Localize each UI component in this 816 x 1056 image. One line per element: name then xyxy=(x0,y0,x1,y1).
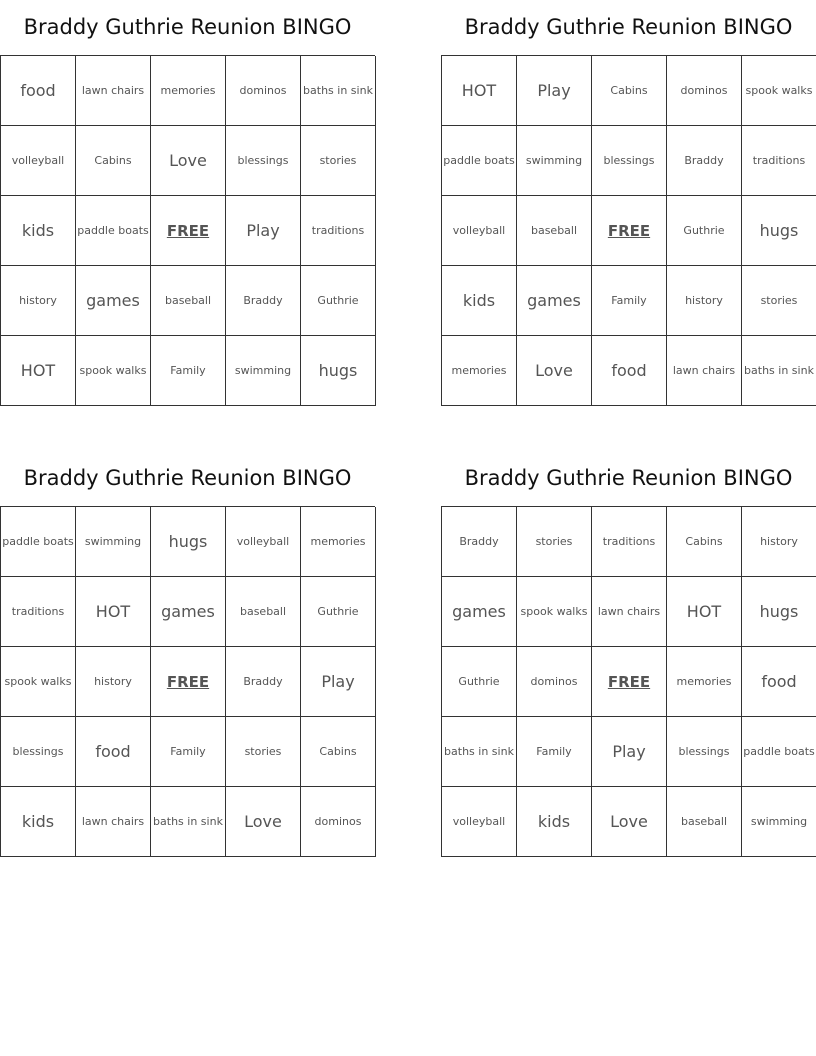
bingo-cell: swimming xyxy=(76,507,151,577)
bingo-cell: dominos xyxy=(517,647,592,717)
bingo-cell: traditions xyxy=(592,507,667,577)
bingo-cell: blessings xyxy=(1,717,76,787)
bingo-cell: baths in sink xyxy=(301,56,376,126)
bingo-cell: Love xyxy=(151,126,226,196)
bingo-cell: dominos xyxy=(301,787,376,857)
bingo-card-1 xyxy=(0,0,375,406)
bingo-cell: Play xyxy=(517,56,592,126)
bingo-cell: HOT xyxy=(1,336,76,406)
bingo-cell: baths in sink xyxy=(442,717,517,787)
bingo-cell: spook walks xyxy=(742,56,816,126)
bingo-cell: FREE xyxy=(592,196,667,266)
bingo-cell: baseball xyxy=(151,266,226,336)
bingo-cell: memories xyxy=(151,56,226,126)
bingo-cell: FREE xyxy=(151,647,226,717)
bingo-cell: food xyxy=(742,647,816,717)
bingo-cell: hugs xyxy=(151,507,226,577)
bingo-cell: stories xyxy=(226,717,301,787)
bingo-cell: Cabins xyxy=(667,507,742,577)
bingo-cell: Cabins xyxy=(301,717,376,787)
bingo-cell: dominos xyxy=(667,56,742,126)
bingo-cell: kids xyxy=(1,787,76,857)
bingo-cell: traditions xyxy=(742,126,816,196)
bingo-cell: stories xyxy=(517,507,592,577)
bingo-card-2 xyxy=(441,0,816,406)
bingo-cell: memories xyxy=(667,647,742,717)
card-title: Braddy Guthrie Reunion BINGO xyxy=(464,466,793,490)
bingo-cell: swimming xyxy=(742,787,816,857)
bingo-cell: lawn chairs xyxy=(76,56,151,126)
bingo-cell: Braddy xyxy=(667,126,742,196)
bingo-grid xyxy=(441,55,816,406)
bingo-cell: hugs xyxy=(742,577,816,647)
bingo-cell: baseball xyxy=(226,577,301,647)
bingo-cell: paddle boats xyxy=(442,126,517,196)
bingo-cell: memories xyxy=(442,336,517,406)
bingo-cell: Family xyxy=(151,717,226,787)
bingo-grid xyxy=(0,506,375,857)
bingo-cell: Guthrie xyxy=(442,647,517,717)
bingo-cell: paddle boats xyxy=(76,196,151,266)
bingo-cell: blessings xyxy=(592,126,667,196)
bingo-cell: Family xyxy=(592,266,667,336)
bingo-cell: Braddy xyxy=(442,507,517,577)
bingo-cell: Guthrie xyxy=(667,196,742,266)
card-title: Braddy Guthrie Reunion BINGO xyxy=(23,15,352,39)
bingo-grid xyxy=(441,506,816,857)
bingo-cell: baseball xyxy=(667,787,742,857)
bingo-cell: kids xyxy=(517,787,592,857)
bingo-cell: Love xyxy=(226,787,301,857)
bingo-cell: dominos xyxy=(226,56,301,126)
bingo-cell: blessings xyxy=(667,717,742,787)
card-title: Braddy Guthrie Reunion BINGO xyxy=(464,15,793,39)
bingo-cell: hugs xyxy=(301,336,376,406)
bingo-cell: Guthrie xyxy=(301,577,376,647)
bingo-cell: Family xyxy=(517,717,592,787)
bingo-cell: Play xyxy=(301,647,376,717)
bingo-cell: food xyxy=(1,56,76,126)
bingo-cell: swimming xyxy=(226,336,301,406)
bingo-cell: volleyball xyxy=(1,126,76,196)
bingo-cell: Braddy xyxy=(226,647,301,717)
bingo-cell: games xyxy=(151,577,226,647)
bingo-cell: swimming xyxy=(517,126,592,196)
bingo-cell: food xyxy=(592,336,667,406)
bingo-cell: Play xyxy=(592,717,667,787)
bingo-cell: volleyball xyxy=(226,507,301,577)
bingo-cell: HOT xyxy=(667,577,742,647)
bingo-cell: games xyxy=(442,577,517,647)
bingo-cell: FREE xyxy=(592,647,667,717)
bingo-cell: history xyxy=(742,507,816,577)
bingo-cell: baths in sink xyxy=(742,336,816,406)
bingo-cell: baths in sink xyxy=(151,787,226,857)
bingo-cell: history xyxy=(76,647,151,717)
bingo-cell: paddle boats xyxy=(742,717,816,787)
bingo-cell: lawn chairs xyxy=(76,787,151,857)
bingo-cell: lawn chairs xyxy=(592,577,667,647)
bingo-cell: Cabins xyxy=(76,126,151,196)
bingo-cell: blessings xyxy=(226,126,301,196)
bingo-cell: Love xyxy=(517,336,592,406)
bingo-cell: food xyxy=(76,717,151,787)
bingo-cell: paddle boats xyxy=(1,507,76,577)
bingo-cell: games xyxy=(76,266,151,336)
bingo-cell: spook walks xyxy=(1,647,76,717)
bingo-cell: hugs xyxy=(742,196,816,266)
card-title: Braddy Guthrie Reunion BINGO xyxy=(23,466,352,490)
bingo-cell: lawn chairs xyxy=(667,336,742,406)
bingo-card-3 xyxy=(0,451,375,857)
bingo-cell: Family xyxy=(151,336,226,406)
bingo-grid xyxy=(0,55,375,406)
bingo-cell: HOT xyxy=(442,56,517,126)
bingo-cell: Love xyxy=(592,787,667,857)
bingo-cell: baseball xyxy=(517,196,592,266)
bingo-cell: stories xyxy=(301,126,376,196)
bingo-cell: Guthrie xyxy=(301,266,376,336)
bingo-cell: Play xyxy=(226,196,301,266)
bingo-cell: memories xyxy=(301,507,376,577)
bingo-cell: Braddy xyxy=(226,266,301,336)
bingo-cell: kids xyxy=(442,266,517,336)
bingo-cell: stories xyxy=(742,266,816,336)
bingo-cell: history xyxy=(1,266,76,336)
bingo-cell: kids xyxy=(1,196,76,266)
bingo-cell: spook walks xyxy=(76,336,151,406)
bingo-cell: volleyball xyxy=(442,787,517,857)
bingo-cell: games xyxy=(517,266,592,336)
bingo-cell: FREE xyxy=(151,196,226,266)
bingo-cell: traditions xyxy=(301,196,376,266)
bingo-cell: spook walks xyxy=(517,577,592,647)
bingo-cell: HOT xyxy=(76,577,151,647)
bingo-cell: volleyball xyxy=(442,196,517,266)
bingo-cell: Cabins xyxy=(592,56,667,126)
bingo-cell: history xyxy=(667,266,742,336)
bingo-cell: traditions xyxy=(1,577,76,647)
bingo-card-4 xyxy=(441,451,816,857)
